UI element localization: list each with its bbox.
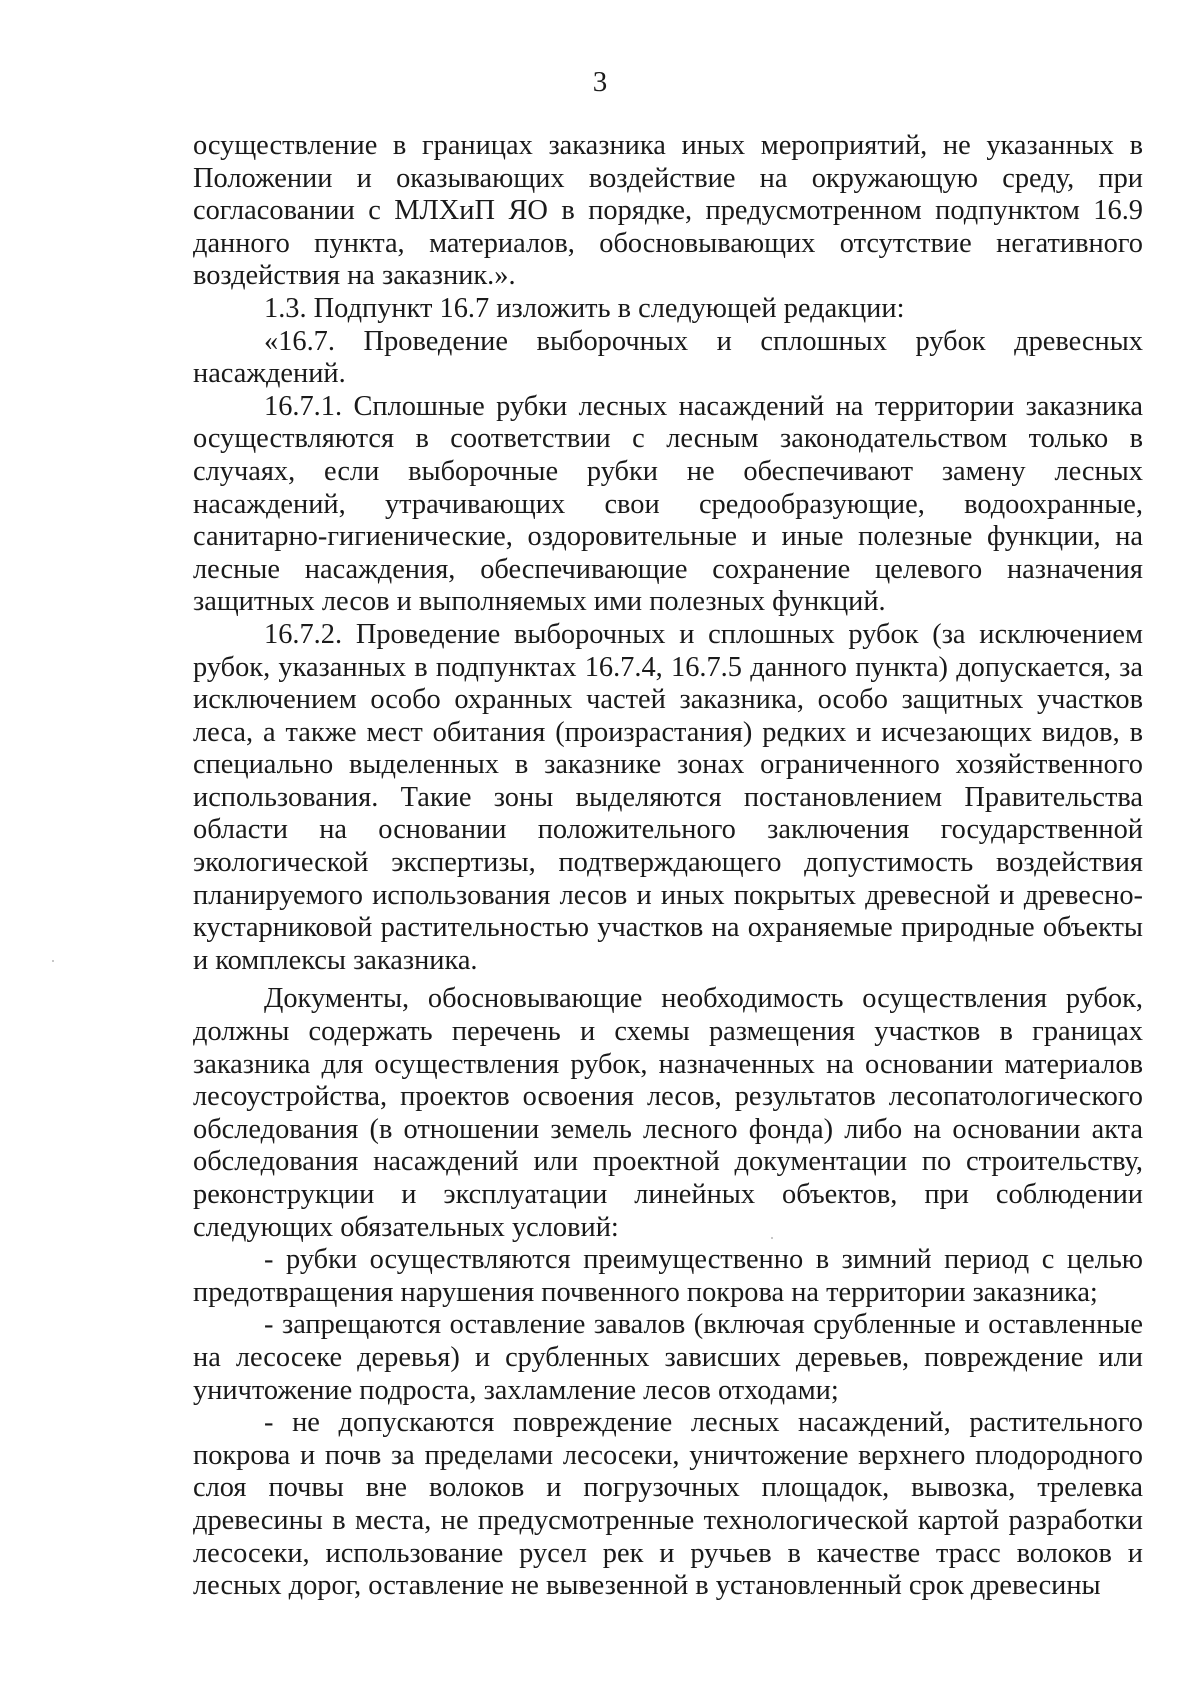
list-item-prohibitions: - запрещаются оставление завалов (включая срубленные и оставленные на лесосеке деревья) и срубленных зависших деревьев, повреждение или уничтожение подроста, захламление лесов отходами; [193, 1309, 1143, 1406]
page-number: 3 [592, 66, 608, 98]
paragraph-documents: Документы, обосновывающие необходимость осуществления рубок, должны содержать перечень и схемы размещения участков в границах заказника для осуществления рубок, назначенных на основании материалов лесоустройства, проектов освоения лесов, результатов лесопатологического обследования (в отношении земель лесного фонда) либо на основании акта обследования насаждений или проектной документации по строительству, реконструкции и эксплуатации линейных объектов, при соблюдении следующих обязательных условий: [193, 983, 1143, 1243]
list-item-not-allowed: - не допускаются повреждение лесных насаждений, растительного покрова и почв за пределами лесосеки, уничтожение верхнего плодородного слоя почвы вне волоков и погрузочных площадок, вывозка, трелевка древесины в места, не предусмотренные технологической картой разработки лесосеки, использование русел рек и ручьев в качестве трасс волоков и лесных дорог, оставление не вывезенной в установленный срок древесины [193, 1407, 1143, 1602]
paragraph-continuation: осуществление в границах заказника иных мероприятий, не указанных в Положении и оказывающих воздействие на окружающую среду, при согласовании с МЛХиП ЯО в порядке, предусмотренном подпунктом 16.9 данного пункта, материалов, обосновывающих отсутствие негативного воздействия на заказник.». [193, 130, 1143, 292]
list-item-winter-period: - рубки осуществляются преимущественно в зимний период с целью предотвращения нарушения почвенного покрова на территории заказника; [193, 1244, 1143, 1308]
paragraph-subitem-16-7-1: 16.7.1. Сплошные рубки лесных насаждений на территории заказника осуществляются в соответствии с лесным законодательством только в случаях, если выборочные рубки не обеспечивают замену лесных насаждений, утрачивающих свои средообразующие, водоохранные, санитарно-гигиенические, оздоровительные и иные полезные функции, на лесные насаждения, обеспечивающие сохранение целевого назначения защитных лесов и выполняемых ими полезных функций. [193, 390, 1143, 618]
paragraph-subitem-16-7-2: 16.7.2. Проведение выборочных и сплошных рубок (за исключением рубок, указанных в подпунктах 16.7.4, 16.7.5 данного пункта) допускается, за исключением особо охранных частей заказника, особо защитных участков леса, а также мест обитания (произрастания) редких и исчезающих видов, в специально выделенных в заказнике зонах ограниченного хозяйственного использования. Такие зоны выделяются постановлением Правительства области на основании положительного заключения государственной экологической экспертизы, подтверждающего допустимость воздействия планируемого использования лесов и иных покрытых древесной и древесно-кустарниковой растительностью участков на охраняемые природные объекты и комплексы заказника. [193, 618, 1143, 976]
paragraph-item-1-3: 1.3. Подпункт 16.7 изложить в следующей редакции: [264, 292, 905, 324]
scan-speck [52, 960, 54, 962]
scan-speck [771, 1237, 773, 1239]
document-body [193, 130, 1143, 1603]
paragraph-subitem-16-7: «16.7. Проведение выборочных и сплошных рубок древесных насаждений. [193, 325, 1143, 390]
